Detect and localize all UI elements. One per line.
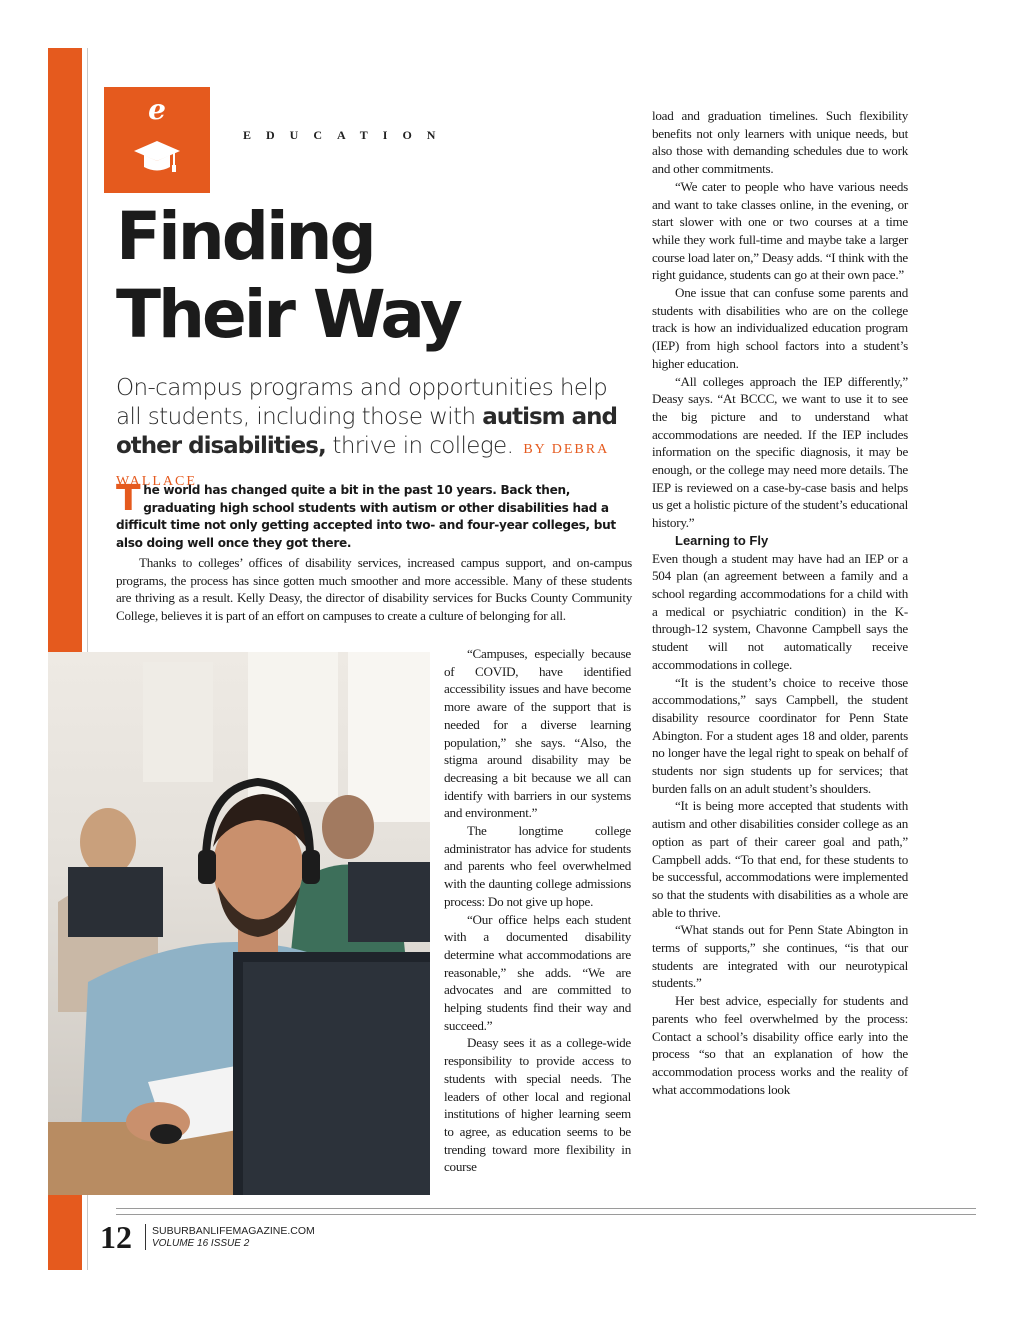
intro-paragraph: Thanks to colleges’ offices of disability services, increased campus support, and on-campus programs, the process has since gotten much smoother and more accessible. Many of these students are thriving as a result. Kelly Deasy, the director of disability services for Bucks County Community College, believes it is part of an effort on campuses to create a culture of belonging for all. <box>116 555 632 623</box>
body-paragraph: “It is being more accepted that students with autism and other disabilities consider college as an option as part of their career goal and path,” Campbell adds. “To that end, for these students to be successful, accommodations were implemented so that the students with disabilities as a whole are able to thrive. <box>652 798 908 920</box>
page-number: 12 <box>100 1219 132 1255</box>
deck <box>116 374 636 496</box>
column-right <box>652 107 908 1098</box>
body-paragraph: load and graduation timelines. Such flexibility benefits not only learners with unique needs, but also those with demanding schedules due to work and other commitments. <box>652 108 908 177</box>
body-paragraph: “Our office helps each student with a documented disability determine what accommodations are reasonable,” she adds. “We are advocates and are committed to helping students find their way and succeed.” <box>444 911 631 1033</box>
drop-cap: T <box>116 478 141 519</box>
footer-site: SUBURBANLIFEMAGAZINE.COM <box>152 1225 315 1237</box>
body-paragraph: One issue that can confuse some parents and students with disabilities who are on the college track is how an individualized education program (IEP) from high school factors into a student’s higher education. <box>652 285 908 371</box>
body-paragraph: Even though a student may have had an IEP or a 504 plan (an agreement between a family and a school regarding accommodations for a child with a medical or psychiatric condition) in the K-through-12 system, Chavonne Campbell says the student will not automatically receive accommodations in college. <box>652 550 908 672</box>
column-middle <box>444 645 631 1176</box>
body-paragraph: “It is the student’s choice to receive those accommodations,” says Campbell, the student disability resource coordinator for Penn State Abington. For a student ages 18 and older, parents no longer have the legal right to speak on behalf of students nor sign students up for services; that burden falls on an adult student’s shoulders. <box>652 674 908 796</box>
byline: BY DEBRA WALLACE <box>116 442 609 489</box>
body-paragraph: Her best advice, especially for students and parents who feel overwhelmed by the process: Contact a school’s disability office early into the process “so that an explanation of how the accommodation process works and the reality of what accommodations look <box>652 993 908 1097</box>
deck-bold: autism and other disabilities, <box>116 404 617 459</box>
badge-letter: e <box>148 93 166 126</box>
body-paragraph: “We cater to people who have various needs and want to take classes online, in the evening, or start slower with one or two courses at a time while they work full-time and maybe take a larger course load later on,” Deasy adds. “I think with the right guidance, students can go at their own pace.” <box>652 178 908 283</box>
student-photo <box>48 652 430 1195</box>
lead-paragraph <box>116 478 632 552</box>
lead-text: he world has changed quite a bit in the past 10 years. Back then, graduating high school students with autism or other disabilities had a difficult time not only getting accepted into two- and four-year colleges, but also doing well once they got there. <box>116 483 616 550</box>
section-label: EDUCATION <box>243 128 451 142</box>
body-paragraph: The longtime college administrator has advice for students and parents who feel overwhelmed with the daunting college admissions process: Do not give up hope. <box>444 823 631 909</box>
intro-text <box>116 554 632 624</box>
photo-illustration <box>48 652 430 1195</box>
footer-rule <box>116 1208 976 1209</box>
footer-volume: VOLUME 16 ISSUE 2 <box>152 1238 250 1249</box>
footer-separator <box>145 1224 146 1250</box>
graduation-cap-icon <box>134 139 180 175</box>
headline-line-2: Their Way <box>116 276 460 353</box>
section-badge <box>104 87 210 193</box>
footer-rule <box>116 1214 976 1215</box>
deck-text-2: thrive in college. <box>325 433 514 459</box>
body-paragraph: “Campuses, especially because of COVID, have identified accessibility issues and have become more aware of the support that is needed for a diverse learning population,” she says. “Also, the stigma around disability may be decreasing a bit because we all can identify with barriers in our systems and environment.” <box>444 646 631 821</box>
body-paragraph: Deasy sees it as a college-wide responsibility to provide access to students with special needs. The leaders of other local and regional institutions of higher learning seem to agree, as education seems to be trending toward more flexibility in course <box>444 1035 631 1175</box>
headline <box>116 198 460 354</box>
deck-text-1: On-campus programs and opportunities help all students, including those with <box>116 375 608 430</box>
body-paragraph: “All colleges approach the IEP differently,” Deasy says. “At BCCC, we want to use it to see the big picture and to understand what accommodations are needed. If the IEP includes information on the specific diagnosis, it may be enough, or the college may need more details. The IEP is reviewed on a case-by-case basis and helps us get a holistic picture of the student’s educational history.” <box>652 373 908 531</box>
body-paragraph: “What stands out for Penn State Abington in terms of supports,” she continues, “is that our students are integrated with our neurotypical students.” <box>652 922 908 991</box>
headline-line-1: Finding <box>116 198 374 275</box>
subhead: Learning to Fly <box>675 532 769 548</box>
